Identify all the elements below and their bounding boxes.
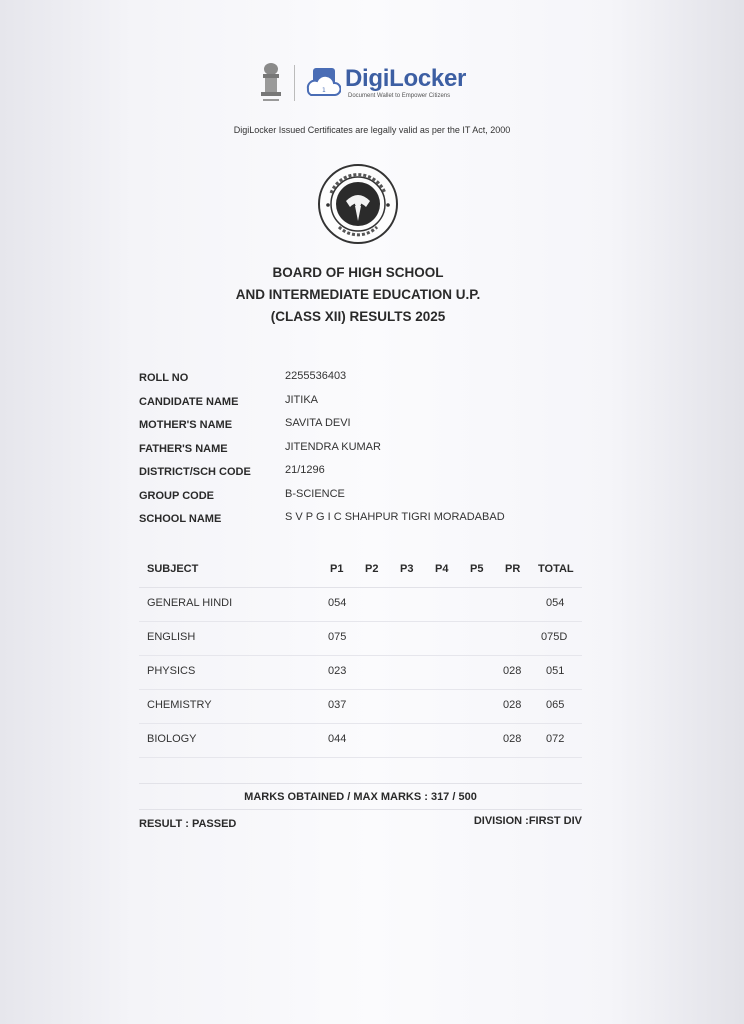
- p1-cell: 023: [328, 665, 347, 677]
- division-status: DIVISION :FIRST DIV: [473, 815, 582, 827]
- info-value: 2255536403: [285, 370, 347, 382]
- column-header: P4: [435, 563, 449, 575]
- summary-divider-top: [139, 783, 582, 784]
- title-line-2: AND INTERMEDIATE EDUCATION U.P.: [235, 287, 481, 302]
- marks-header-row: [139, 555, 582, 588]
- legal-note: DigiLocker Issued Certificates are legally valid as per the IT Act, 2000: [233, 125, 511, 135]
- header-divider: [294, 65, 295, 101]
- column-header: P1: [330, 563, 344, 575]
- result-title: [0, 262, 716, 328]
- board-seal-icon: [317, 163, 399, 245]
- svg-text:1: 1: [322, 87, 326, 94]
- digilocker-header: [258, 62, 466, 104]
- total-cell: 051: [546, 665, 565, 677]
- marks-table: [139, 555, 582, 758]
- table-row: [139, 622, 582, 656]
- info-value: S V P G I C SHAHPUR TIGRI MORADABAD: [285, 511, 505, 523]
- marks-summary: MARKS OBTAINED / MAX MARKS : 317 / 500: [244, 791, 477, 803]
- total-cell: 054: [546, 597, 565, 609]
- table-row: [139, 656, 582, 690]
- p1-cell: 075: [328, 631, 347, 643]
- result-status: RESULT : PASSED: [139, 818, 237, 830]
- subject-cell: PHYSICS: [147, 665, 196, 677]
- total-cell: 065: [546, 699, 565, 711]
- digilocker-cloud-icon: [305, 65, 341, 101]
- table-row: [139, 588, 582, 622]
- column-header: PR: [505, 563, 521, 575]
- info-value: B-SCIENCE: [285, 487, 345, 500]
- column-header: P3: [400, 563, 414, 575]
- info-value: 21/1296: [285, 464, 325, 476]
- column-header: SUBJECT: [147, 563, 199, 575]
- title-line-1: BOARD OF HIGH SCHOOL: [272, 265, 444, 280]
- p1-cell: 037: [328, 699, 347, 711]
- total-cell: 072: [546, 733, 565, 745]
- info-label: SCHOOL NAME: [139, 513, 222, 525]
- info-label: MOTHER'S NAME: [139, 419, 233, 431]
- subject-cell: GENERAL HINDI: [147, 597, 233, 609]
- brand-name: DigiLocker: [345, 65, 467, 92]
- title-line-3: (CLASS XII) RESULTS 2025: [270, 309, 446, 324]
- info-value: JITENDRA KUMAR: [285, 440, 381, 453]
- pr-cell: 028: [503, 733, 522, 745]
- table-row: [139, 724, 582, 758]
- pr-cell: 028: [503, 699, 522, 711]
- pr-cell: 028: [503, 665, 522, 677]
- info-label: GROUP CODE: [139, 489, 214, 502]
- info-label: ROLL NO: [139, 372, 189, 384]
- summary-divider-bottom: [139, 809, 582, 810]
- subject-cell: BIOLOGY: [147, 733, 197, 745]
- column-header: P2: [365, 563, 379, 575]
- info-value: SAVITA DEVI: [285, 417, 351, 429]
- p1-cell: 044: [328, 733, 347, 745]
- info-label: CANDIDATE NAME: [139, 395, 239, 408]
- p1-cell: 054: [328, 597, 347, 609]
- info-label: DISTRICT/SCH CODE: [139, 466, 251, 478]
- column-header: TOTAL: [538, 563, 574, 575]
- info-value: JITIKA: [285, 393, 319, 406]
- subject-cell: CHEMISTRY: [147, 699, 212, 711]
- brand-tagline: Document Wallet to Empower Citizens: [348, 93, 451, 99]
- subject-cell: ENGLISH: [147, 631, 196, 643]
- total-cell: 075D: [541, 631, 568, 643]
- info-label: FATHER'S NAME: [139, 442, 228, 455]
- national-emblem-icon: [258, 62, 284, 104]
- table-row: [139, 690, 582, 724]
- column-header: P5: [470, 563, 484, 575]
